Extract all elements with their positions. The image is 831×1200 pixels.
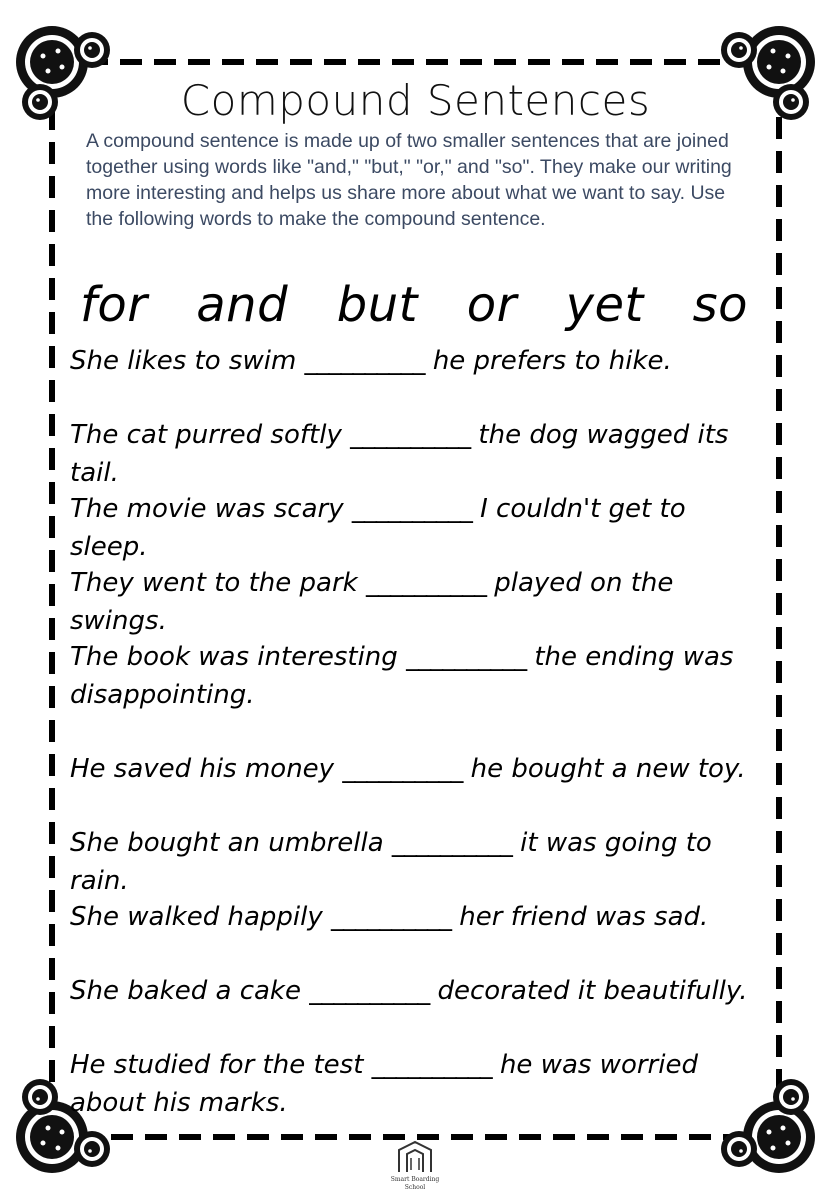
sentence-item [70,898,760,936]
sentence-item [70,490,760,566]
answer-blank[interactable]: __________ [391,828,512,858]
sentence-start: She bought an umbrella [70,828,384,858]
answer-blank[interactable]: __________ [331,902,452,932]
sentence-end: her friend was sad. [459,902,709,932]
sentence-item [70,638,760,714]
answer-blank[interactable]: __________ [351,494,472,524]
sentence-end: played on the swings. [70,568,674,636]
sentence-end: he prefers to hike. [432,346,672,376]
sentence-end: I couldn't get to sleep. [70,494,686,562]
sentence-start: He saved his money [70,754,335,784]
answer-blank[interactable]: __________ [406,642,527,672]
sentence-end: the dog wagged its tail. [70,420,729,488]
answer-blank[interactable]: __________ [365,568,486,598]
school-logo [380,1140,450,1196]
sentence-item [70,972,760,1010]
answer-blank[interactable]: __________ [304,346,425,376]
sentence-item [70,1046,760,1122]
sentence-start: She likes to swim [70,346,297,376]
sentence-item [70,750,760,788]
answer-blank[interactable]: __________ [342,754,463,784]
sentence-start: The cat purred softly [70,420,342,450]
building-logo-icon [395,1140,435,1174]
word-bank [80,270,748,340]
sentence-end: he bought a new toy. [470,754,746,784]
sentence-start: They went to the park [70,568,358,598]
word-bank-item: or [466,277,517,333]
sentence-item [70,564,760,640]
word-bank-item: and [196,277,289,333]
sentence-item [70,342,760,380]
word-bank-item: for [80,277,148,333]
answer-blank[interactable]: __________ [309,976,430,1006]
sentence-end: decorated it beautifully. [437,976,748,1006]
sentence-start: He studied for the test [70,1050,364,1080]
logo-text: Smart Boarding School [390,1176,440,1191]
sentence-start: The movie was scary [70,494,344,524]
word-bank-item: but [336,277,418,333]
sentence-item [70,824,760,900]
page-title: Compound Sentences [180,76,651,125]
sentence-start: She walked happily [70,902,323,932]
word-bank-item: yet [565,277,644,333]
sentence-end: the ending was disappointing. [70,642,734,710]
sentence-end: he was worried about his marks. [70,1050,698,1118]
answer-blank[interactable]: __________ [350,420,471,450]
answer-blank[interactable]: __________ [371,1050,492,1080]
sentence-item [70,416,760,492]
sentence-end: it was going to rain. [70,828,712,896]
sentence-start: She baked a cake [70,976,301,1006]
word-bank-item: so [692,277,748,333]
instructions-paragraph: A compound sentence is made up of two smaller sentences that are joined together using words like "and," "but," "or," and "so". They make our writing more interesting and helps us share more about what we want to say. Use the following words to make the compound sentence. [86,130,732,230]
sentence-start: The book was interesting [70,642,398,672]
